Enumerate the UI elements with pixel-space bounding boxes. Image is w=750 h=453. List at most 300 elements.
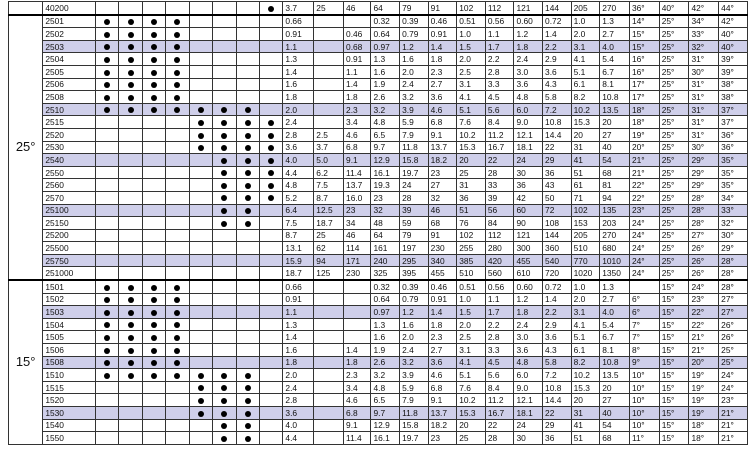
value-cell: 102 bbox=[571, 204, 600, 217]
value-cell: 2.4 bbox=[400, 78, 429, 91]
filled-dot-icon bbox=[245, 398, 251, 404]
value-cell: 29° bbox=[689, 179, 719, 192]
filled-dot-icon bbox=[174, 310, 180, 316]
option-cell bbox=[166, 267, 189, 280]
table-row bbox=[9, 381, 748, 394]
value-cell: 33° bbox=[689, 28, 719, 41]
value-cell: 5.1 bbox=[571, 331, 600, 344]
option-cell bbox=[259, 166, 282, 179]
value-cell: 2.8 bbox=[283, 394, 314, 407]
value-cell: 25° bbox=[659, 116, 689, 129]
value-cell: 36° bbox=[629, 2, 659, 15]
value-cell: 84 bbox=[485, 217, 514, 230]
value-cell: 5.8 bbox=[543, 356, 572, 369]
option-cell bbox=[259, 381, 282, 394]
option-cell bbox=[142, 356, 165, 369]
filled-dot-icon bbox=[128, 322, 134, 328]
value-cell: 7.5 bbox=[314, 179, 344, 192]
value-cell: 39° bbox=[719, 53, 748, 66]
value-cell bbox=[344, 318, 371, 331]
value-cell: 510 bbox=[571, 242, 600, 255]
value-cell: 1.4 bbox=[428, 40, 457, 53]
value-cell: 144 bbox=[543, 229, 572, 242]
value-cell: 3.4 bbox=[344, 116, 371, 129]
value-cell: 56 bbox=[485, 204, 514, 217]
option-cell bbox=[166, 407, 189, 420]
value-cell: 300 bbox=[514, 242, 543, 255]
value-cell: 25° bbox=[719, 344, 748, 357]
value-cell: 41 bbox=[571, 154, 600, 167]
value-cell: 1.6 bbox=[283, 344, 314, 357]
filled-dot-icon bbox=[198, 120, 204, 126]
option-cell bbox=[189, 53, 212, 66]
value-cell bbox=[314, 306, 344, 319]
filled-dot-icon bbox=[104, 297, 110, 303]
option-cell bbox=[259, 204, 282, 217]
option-cell bbox=[95, 369, 118, 382]
option-cell bbox=[189, 128, 212, 141]
table-row bbox=[9, 191, 748, 204]
value-cell: 24° bbox=[689, 280, 719, 293]
option-cell bbox=[189, 65, 212, 78]
table-row bbox=[9, 419, 748, 432]
value-cell: 51 bbox=[571, 166, 600, 179]
value-cell: 15° bbox=[659, 407, 689, 420]
value-cell: 2.7 bbox=[600, 28, 630, 41]
option-cell bbox=[95, 154, 118, 167]
value-cell: 0.46 bbox=[344, 28, 371, 41]
option-cell bbox=[259, 432, 282, 445]
value-cell: 4.0 bbox=[600, 40, 630, 53]
option-cell bbox=[259, 369, 282, 382]
value-cell: 25 bbox=[457, 432, 486, 445]
value-cell: 94 bbox=[600, 191, 630, 204]
value-cell: 2.0 bbox=[457, 53, 486, 66]
option-cell bbox=[259, 419, 282, 432]
table-row bbox=[9, 242, 748, 255]
value-cell: 171 bbox=[344, 254, 371, 267]
option-cell bbox=[166, 91, 189, 104]
value-cell: 30 bbox=[514, 166, 543, 179]
value-cell: 3.6 bbox=[283, 407, 314, 420]
value-cell: 11.8 bbox=[400, 141, 429, 154]
option-cell bbox=[259, 344, 282, 357]
option-cell bbox=[189, 318, 212, 331]
option-cell bbox=[142, 381, 165, 394]
model-number: 2510 bbox=[43, 103, 96, 116]
value-cell: 6.4 bbox=[283, 204, 314, 217]
option-cell bbox=[119, 267, 142, 280]
filled-dot-icon bbox=[221, 120, 227, 126]
value-cell: 0.97 bbox=[371, 306, 400, 319]
value-cell: 25° bbox=[659, 40, 689, 53]
value-cell: 38° bbox=[719, 91, 748, 104]
value-cell: 12.5 bbox=[314, 204, 344, 217]
value-cell: 9° bbox=[629, 356, 659, 369]
value-cell: 21° bbox=[689, 331, 719, 344]
value-cell: 5.4 bbox=[600, 318, 630, 331]
value-cell: 1.6 bbox=[371, 331, 400, 344]
option-cell bbox=[166, 280, 189, 293]
value-cell: 0.46 bbox=[428, 15, 457, 28]
value-cell: 1.5 bbox=[457, 40, 486, 53]
value-cell: 2.0 bbox=[571, 293, 600, 306]
option-cell bbox=[189, 344, 212, 357]
option-cell bbox=[166, 2, 189, 15]
option-cell bbox=[95, 28, 118, 41]
value-cell: 34 bbox=[344, 217, 371, 230]
option-cell bbox=[213, 128, 236, 141]
option-cell bbox=[142, 78, 165, 91]
option-cell bbox=[213, 267, 236, 280]
value-cell: 5.2 bbox=[283, 191, 314, 204]
model-number: 1540 bbox=[43, 419, 96, 432]
value-cell: 0.32 bbox=[371, 280, 400, 293]
value-cell: 4.6 bbox=[344, 394, 371, 407]
option-cell bbox=[213, 369, 236, 382]
value-cell: 2.9 bbox=[543, 318, 572, 331]
value-cell: 26° bbox=[719, 331, 748, 344]
value-cell: 25° bbox=[659, 128, 689, 141]
value-cell: 22 bbox=[543, 407, 572, 420]
value-cell: 18.2 bbox=[428, 419, 457, 432]
option-cell bbox=[166, 78, 189, 91]
filled-dot-icon bbox=[174, 19, 180, 25]
value-cell: 21° bbox=[629, 154, 659, 167]
value-cell: 91 bbox=[428, 229, 457, 242]
option-cell bbox=[213, 344, 236, 357]
option-cell bbox=[236, 254, 259, 267]
value-cell: 27° bbox=[689, 229, 719, 242]
filled-dot-icon bbox=[245, 120, 251, 126]
option-cell bbox=[95, 128, 118, 141]
option-cell bbox=[166, 28, 189, 41]
value-cell: 9.7 bbox=[371, 407, 400, 420]
value-cell: 15° bbox=[629, 28, 659, 41]
filled-dot-icon bbox=[198, 411, 204, 417]
option-cell bbox=[142, 179, 165, 192]
option-cell bbox=[236, 381, 259, 394]
value-cell: 15° bbox=[659, 280, 689, 293]
value-cell: 68 bbox=[428, 217, 457, 230]
value-cell bbox=[314, 369, 344, 382]
value-cell: 43 bbox=[543, 179, 572, 192]
value-cell: 28 bbox=[485, 166, 514, 179]
model-number: 251000 bbox=[43, 267, 96, 280]
option-cell bbox=[213, 91, 236, 104]
filled-dot-icon bbox=[245, 385, 251, 391]
value-cell bbox=[314, 103, 344, 116]
value-cell: 1.8 bbox=[283, 91, 314, 104]
value-cell: 12.1 bbox=[514, 394, 543, 407]
value-cell: 8.2 bbox=[571, 356, 600, 369]
value-cell: 15.3 bbox=[571, 381, 600, 394]
value-cell: 31° bbox=[689, 53, 719, 66]
value-cell bbox=[314, 15, 344, 28]
value-cell: 255 bbox=[457, 242, 486, 255]
value-cell: 28° bbox=[719, 254, 748, 267]
value-cell bbox=[344, 331, 371, 344]
value-cell: 8.4 bbox=[485, 381, 514, 394]
value-cell: 50 bbox=[543, 191, 572, 204]
value-cell: 27° bbox=[719, 306, 748, 319]
option-cell bbox=[142, 407, 165, 420]
filled-dot-icon bbox=[151, 32, 157, 38]
value-cell: 1.4 bbox=[344, 344, 371, 357]
value-cell: 720 bbox=[543, 267, 572, 280]
value-cell: 6° bbox=[629, 293, 659, 306]
value-cell: 22° bbox=[629, 179, 659, 192]
option-cell bbox=[236, 40, 259, 53]
option-cell bbox=[259, 306, 282, 319]
value-cell: 0.68 bbox=[344, 40, 371, 53]
value-cell: 16.0 bbox=[344, 191, 371, 204]
model-number: 2505 bbox=[43, 65, 96, 78]
option-cell bbox=[166, 356, 189, 369]
option-cell bbox=[189, 2, 212, 15]
filled-dot-icon bbox=[221, 423, 227, 429]
value-cell: 0.60 bbox=[514, 15, 543, 28]
filled-dot-icon bbox=[245, 183, 251, 189]
filled-dot-icon bbox=[104, 322, 110, 328]
filled-dot-icon bbox=[198, 107, 204, 113]
value-cell: 2.0 bbox=[400, 65, 429, 78]
option-cell bbox=[189, 15, 212, 28]
value-cell: 19.7 bbox=[400, 166, 429, 179]
value-cell: 59 bbox=[400, 217, 429, 230]
option-cell bbox=[236, 141, 259, 154]
value-cell: 5.8 bbox=[543, 91, 572, 104]
value-cell: 4.1 bbox=[457, 91, 486, 104]
value-cell: 5.1 bbox=[457, 103, 486, 116]
option-cell bbox=[213, 179, 236, 192]
value-cell: 8° bbox=[629, 344, 659, 357]
value-cell: 68 bbox=[600, 432, 630, 445]
option-cell bbox=[166, 40, 189, 53]
filled-dot-icon bbox=[245, 195, 251, 201]
option-cell bbox=[236, 116, 259, 129]
value-cell: 24° bbox=[629, 229, 659, 242]
option-cell bbox=[189, 191, 212, 204]
value-cell: 2.7 bbox=[428, 344, 457, 357]
value-cell: 1.3 bbox=[371, 318, 400, 331]
value-cell: 0.46 bbox=[428, 280, 457, 293]
value-cell: 9.0 bbox=[514, 381, 543, 394]
value-cell: 8.4 bbox=[485, 116, 514, 129]
value-cell: 12.9 bbox=[371, 154, 400, 167]
option-cell bbox=[236, 65, 259, 78]
value-cell: 24° bbox=[629, 267, 659, 280]
value-cell: 16.7 bbox=[485, 407, 514, 420]
value-cell: 18° bbox=[689, 419, 719, 432]
option-cell bbox=[213, 116, 236, 129]
model-number: 1510 bbox=[43, 369, 96, 382]
option-cell bbox=[166, 154, 189, 167]
value-cell: 1.5 bbox=[457, 306, 486, 319]
value-cell: 0.64 bbox=[371, 28, 400, 41]
model-number: 1505 bbox=[43, 331, 96, 344]
option-cell bbox=[236, 267, 259, 280]
option-cell bbox=[236, 154, 259, 167]
filled-dot-icon bbox=[198, 385, 204, 391]
value-cell: 35° bbox=[719, 154, 748, 167]
option-cell bbox=[213, 407, 236, 420]
value-cell: 30° bbox=[689, 141, 719, 154]
value-cell: 1.6 bbox=[371, 65, 400, 78]
option-cell bbox=[142, 204, 165, 217]
value-cell: 1.0 bbox=[571, 15, 600, 28]
filled-dot-icon bbox=[104, 44, 110, 50]
filled-dot-icon bbox=[174, 335, 180, 341]
option-cell bbox=[95, 53, 118, 66]
value-cell: 11.4 bbox=[344, 166, 371, 179]
option-cell bbox=[166, 318, 189, 331]
value-cell: 17° bbox=[629, 91, 659, 104]
option-cell bbox=[236, 166, 259, 179]
option-cell bbox=[213, 204, 236, 217]
value-cell: 24° bbox=[629, 242, 659, 255]
value-cell: 1350 bbox=[600, 267, 630, 280]
value-cell: 18.7 bbox=[314, 217, 344, 230]
value-cell: 2.2 bbox=[485, 53, 514, 66]
value-cell: 33° bbox=[719, 204, 748, 217]
filled-dot-icon bbox=[104, 335, 110, 341]
value-cell: 12.9 bbox=[371, 419, 400, 432]
option-cell bbox=[95, 103, 118, 116]
option-cell bbox=[259, 154, 282, 167]
value-cell: 7.6 bbox=[457, 381, 486, 394]
option-cell bbox=[119, 432, 142, 445]
value-cell: 41 bbox=[571, 419, 600, 432]
option-cell bbox=[213, 2, 236, 15]
value-cell: 1.8 bbox=[344, 356, 371, 369]
value-cell: 25° bbox=[659, 65, 689, 78]
option-cell bbox=[142, 318, 165, 331]
option-cell bbox=[142, 166, 165, 179]
value-cell bbox=[314, 116, 344, 129]
option-cell bbox=[119, 217, 142, 230]
filled-dot-icon bbox=[221, 133, 227, 139]
option-cell bbox=[189, 254, 212, 267]
option-cell bbox=[142, 154, 165, 167]
filled-dot-icon bbox=[151, 82, 157, 88]
option-cell bbox=[119, 15, 142, 28]
option-cell bbox=[95, 356, 118, 369]
value-cell: 0.60 bbox=[514, 280, 543, 293]
option-cell bbox=[142, 53, 165, 66]
value-cell: 3.3 bbox=[485, 344, 514, 357]
value-cell: 1.6 bbox=[400, 53, 429, 66]
value-cell: 0.64 bbox=[371, 293, 400, 306]
value-cell: 205 bbox=[571, 2, 600, 15]
value-cell: 33 bbox=[485, 179, 514, 192]
value-cell: 385 bbox=[457, 254, 486, 267]
value-cell: 4.5 bbox=[485, 356, 514, 369]
value-cell: 4.0 bbox=[600, 306, 630, 319]
value-cell: 8.2 bbox=[571, 91, 600, 104]
value-cell: 510 bbox=[457, 267, 486, 280]
value-cell: 3.2 bbox=[400, 356, 429, 369]
filled-dot-icon bbox=[221, 195, 227, 201]
value-cell: 10.8 bbox=[600, 356, 630, 369]
value-cell: 24 bbox=[400, 179, 429, 192]
value-cell: 112 bbox=[485, 229, 514, 242]
value-cell: 25° bbox=[659, 242, 689, 255]
value-cell: 30 bbox=[514, 432, 543, 445]
filled-dot-icon bbox=[221, 398, 227, 404]
value-cell: 153 bbox=[571, 217, 600, 230]
value-cell: 4.1 bbox=[571, 53, 600, 66]
option-cell bbox=[166, 191, 189, 204]
filled-dot-icon bbox=[245, 145, 251, 151]
option-cell bbox=[213, 254, 236, 267]
value-cell: 39° bbox=[719, 65, 748, 78]
option-cell bbox=[166, 204, 189, 217]
value-cell: 230 bbox=[344, 267, 371, 280]
option-cell bbox=[166, 419, 189, 432]
value-cell: 2.2 bbox=[485, 318, 514, 331]
option-cell bbox=[95, 65, 118, 78]
value-cell: 15° bbox=[659, 318, 689, 331]
filled-dot-icon bbox=[221, 373, 227, 379]
option-cell bbox=[189, 154, 212, 167]
model-number: 1520 bbox=[43, 394, 96, 407]
value-cell: 15° bbox=[659, 293, 689, 306]
filled-dot-icon bbox=[151, 57, 157, 63]
value-cell: 6° bbox=[629, 306, 659, 319]
option-cell bbox=[259, 53, 282, 66]
group-angle-label: 25° bbox=[9, 15, 43, 280]
model-number: 25150 bbox=[43, 217, 96, 230]
option-cell bbox=[166, 293, 189, 306]
value-cell: 8.7 bbox=[314, 191, 344, 204]
value-cell bbox=[314, 318, 344, 331]
value-cell: 22° bbox=[689, 306, 719, 319]
value-cell: 25° bbox=[659, 28, 689, 41]
value-cell: 37° bbox=[719, 116, 748, 129]
value-cell: 3.1 bbox=[457, 78, 486, 91]
model-number: 2503 bbox=[43, 40, 96, 53]
value-cell: 560 bbox=[485, 267, 514, 280]
option-cell bbox=[119, 344, 142, 357]
option-cell bbox=[95, 166, 118, 179]
option-cell bbox=[236, 53, 259, 66]
value-cell: 1.4 bbox=[543, 28, 572, 41]
table-row bbox=[9, 78, 748, 91]
value-cell: 6.5 bbox=[371, 394, 400, 407]
value-cell: 26° bbox=[689, 254, 719, 267]
option-cell bbox=[259, 267, 282, 280]
value-cell: 4.1 bbox=[571, 318, 600, 331]
value-cell: 5.9 bbox=[400, 381, 429, 394]
value-cell: 2.8 bbox=[283, 128, 314, 141]
option-cell bbox=[189, 432, 212, 445]
model-number: 2506 bbox=[43, 78, 96, 91]
option-cell bbox=[119, 331, 142, 344]
value-cell: 2.0 bbox=[400, 331, 429, 344]
filled-dot-icon bbox=[151, 70, 157, 76]
option-cell bbox=[259, 78, 282, 91]
option-cell bbox=[95, 344, 118, 357]
value-cell: 0.97 bbox=[371, 40, 400, 53]
option-cell bbox=[166, 306, 189, 319]
value-cell: 19° bbox=[689, 394, 719, 407]
value-cell: 4.1 bbox=[457, 356, 486, 369]
value-cell: 32° bbox=[719, 217, 748, 230]
option-cell bbox=[236, 306, 259, 319]
value-cell: 36 bbox=[543, 166, 572, 179]
model-number: 2504 bbox=[43, 53, 96, 66]
